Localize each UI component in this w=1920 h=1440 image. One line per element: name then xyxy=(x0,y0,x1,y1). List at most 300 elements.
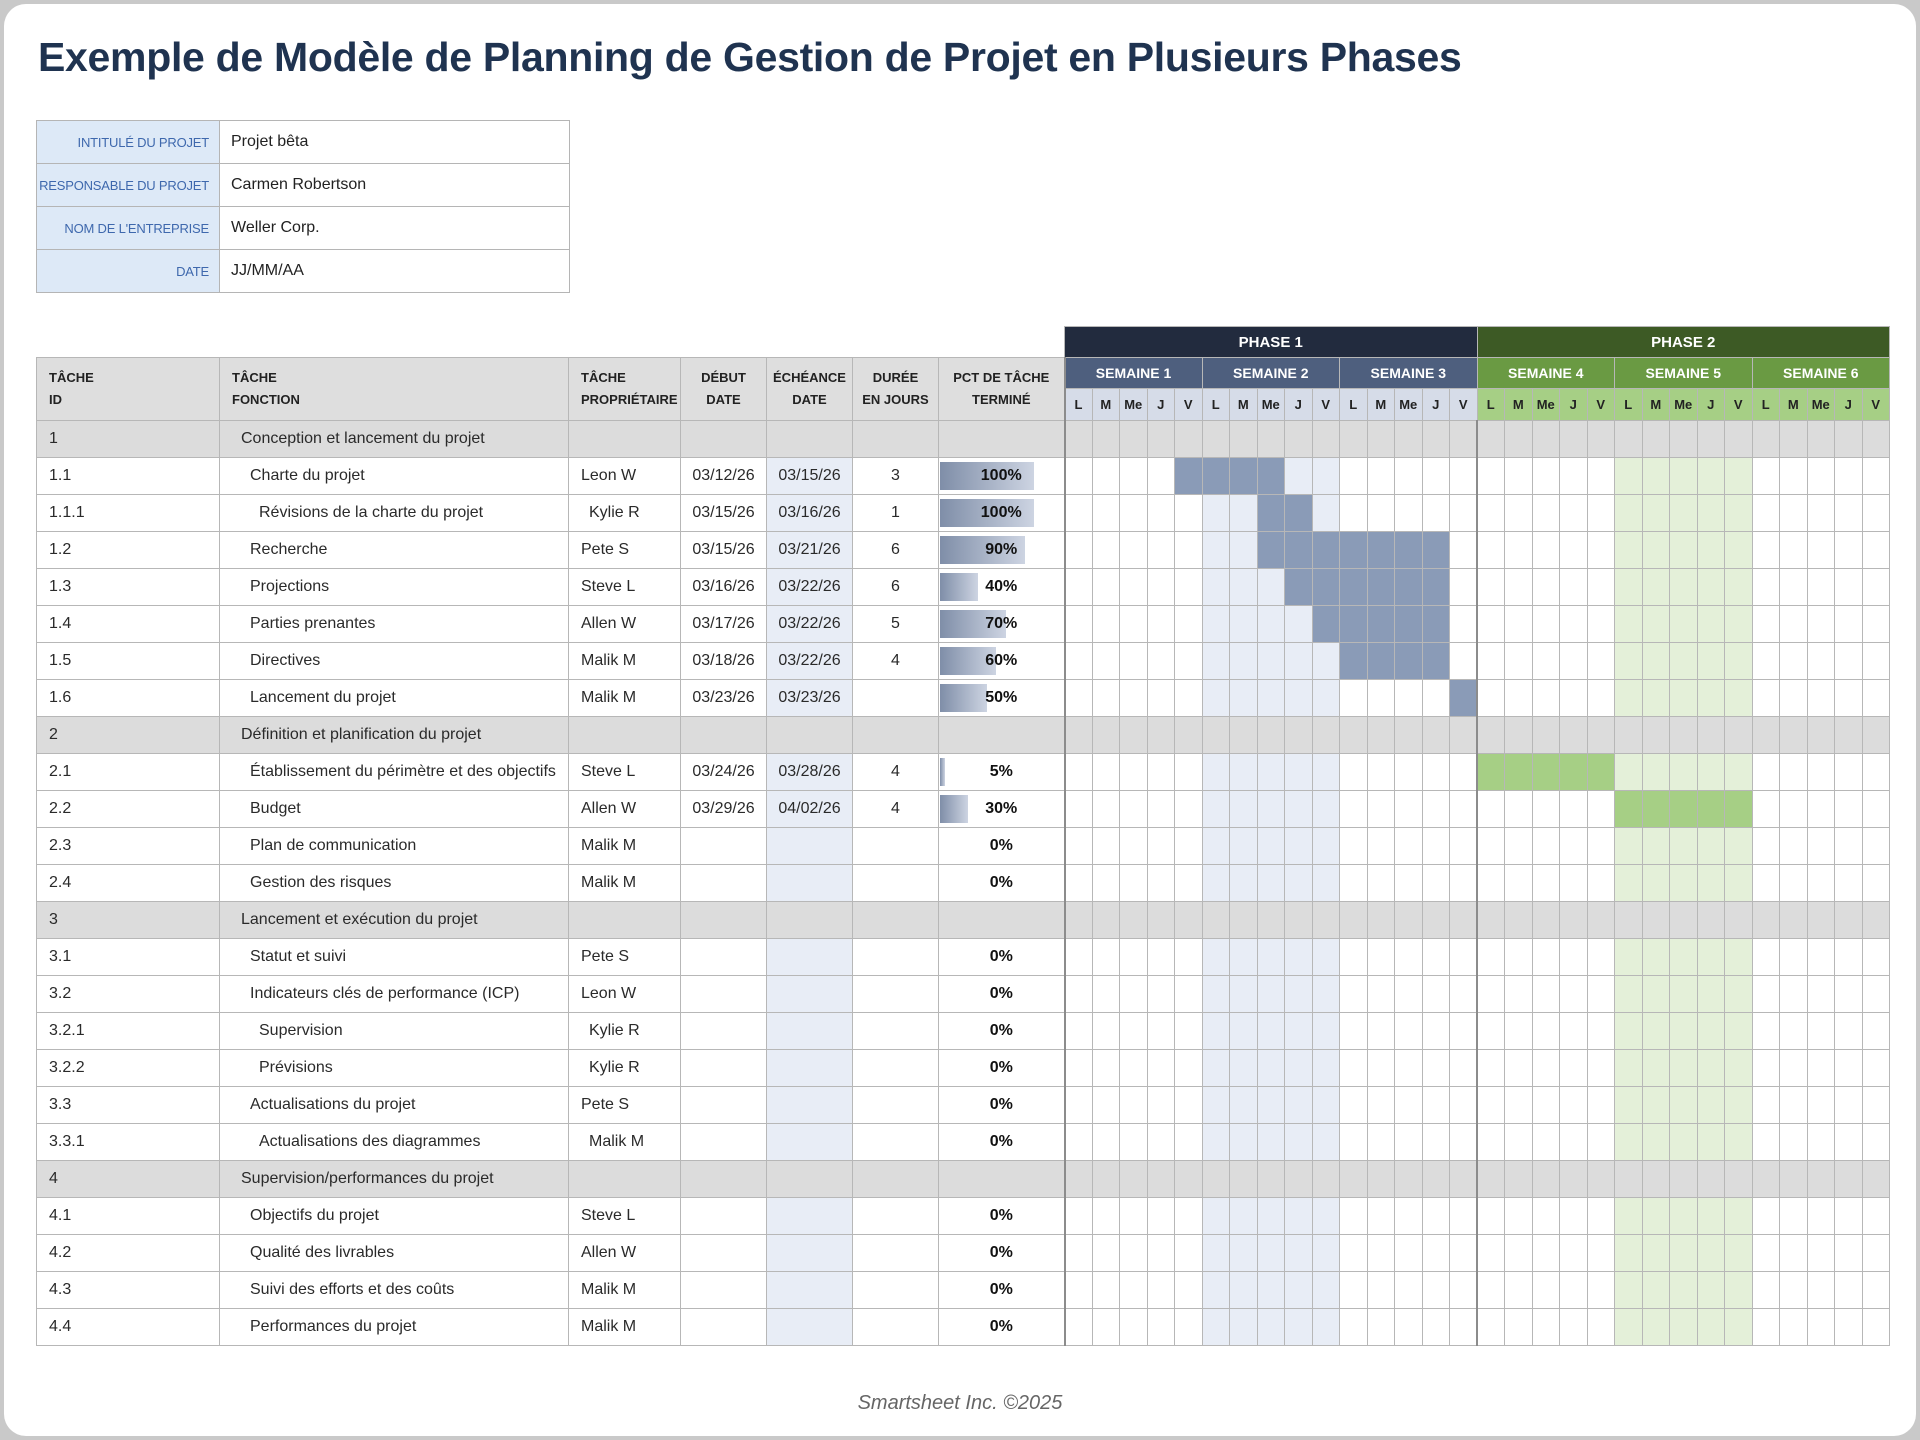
gantt-cell[interactable] xyxy=(1615,458,1643,495)
task-due-date[interactable] xyxy=(767,1087,853,1124)
gantt-cell[interactable] xyxy=(1367,828,1395,865)
task-duration[interactable]: 1 xyxy=(853,495,939,532)
gantt-cell[interactable] xyxy=(1422,1050,1450,1087)
gantt-cell[interactable] xyxy=(1560,717,1588,754)
gantt-cell[interactable] xyxy=(1697,1198,1725,1235)
gantt-cell[interactable] xyxy=(1312,717,1340,754)
task-owner[interactable] xyxy=(569,421,681,458)
gantt-cell[interactable] xyxy=(1395,1124,1423,1161)
gantt-cell[interactable] xyxy=(1422,754,1450,791)
gantt-cell[interactable] xyxy=(1615,643,1643,680)
task-owner[interactable]: Pete S xyxy=(569,532,681,569)
gantt-cell[interactable] xyxy=(1175,532,1203,569)
gantt-cell[interactable] xyxy=(1477,1235,1505,1272)
gantt-cell[interactable] xyxy=(1450,865,1478,902)
gantt-cell[interactable] xyxy=(1175,1235,1203,1272)
gantt-cell[interactable] xyxy=(1147,569,1175,606)
gantt-cell[interactable] xyxy=(1532,495,1560,532)
gantt-cell[interactable] xyxy=(1670,1309,1698,1346)
task-owner[interactable]: Malik M xyxy=(569,865,681,902)
gantt-cell[interactable] xyxy=(1532,569,1560,606)
gantt-cell[interactable] xyxy=(1642,680,1670,717)
gantt-cell[interactable] xyxy=(1752,1235,1780,1272)
gantt-cell[interactable] xyxy=(1505,1198,1533,1235)
gantt-cell[interactable] xyxy=(1120,902,1148,939)
task-owner[interactable]: Allen W xyxy=(569,1235,681,1272)
gantt-cell[interactable] xyxy=(1120,828,1148,865)
task-duration[interactable]: 4 xyxy=(853,643,939,680)
gantt-cell[interactable] xyxy=(1285,754,1313,791)
gantt-cell[interactable] xyxy=(1532,902,1560,939)
gantt-cell[interactable] xyxy=(1587,791,1615,828)
gantt-cell[interactable] xyxy=(1835,1161,1863,1198)
gantt-cell[interactable] xyxy=(1147,976,1175,1013)
task-owner[interactable] xyxy=(569,902,681,939)
gantt-cell[interactable] xyxy=(1312,421,1340,458)
gantt-cell[interactable] xyxy=(1532,421,1560,458)
gantt-cell[interactable] xyxy=(1230,1013,1258,1050)
gantt-cell[interactable] xyxy=(1257,865,1285,902)
gantt-cell[interactable] xyxy=(1752,532,1780,569)
gantt-cell[interactable] xyxy=(1065,1087,1093,1124)
gantt-cell[interactable] xyxy=(1477,1198,1505,1235)
gantt-cell[interactable] xyxy=(1780,717,1808,754)
gantt-cell[interactable] xyxy=(1202,495,1230,532)
gantt-cell[interactable] xyxy=(1560,421,1588,458)
gantt-cell[interactable] xyxy=(1202,865,1230,902)
gantt-cell[interactable] xyxy=(1642,495,1670,532)
gantt-cell[interactable] xyxy=(1862,532,1890,569)
gantt-cell[interactable] xyxy=(1807,1087,1835,1124)
gantt-cell[interactable] xyxy=(1670,939,1698,976)
gantt-cell[interactable] xyxy=(1092,1050,1120,1087)
gantt-cell[interactable] xyxy=(1697,458,1725,495)
task-name[interactable]: Supervision/performances du projet xyxy=(220,1161,569,1198)
gantt-cell[interactable] xyxy=(1807,902,1835,939)
gantt-cell[interactable] xyxy=(1147,1124,1175,1161)
gantt-cell[interactable] xyxy=(1615,1013,1643,1050)
gantt-cell[interactable] xyxy=(1285,1272,1313,1309)
gantt-cell[interactable] xyxy=(1450,717,1478,754)
gantt-cell[interactable] xyxy=(1587,1124,1615,1161)
gantt-cell[interactable] xyxy=(1670,532,1698,569)
gantt-cell[interactable] xyxy=(1862,458,1890,495)
gantt-cell[interactable] xyxy=(1532,939,1560,976)
gantt-cell[interactable] xyxy=(1835,791,1863,828)
gantt-cell[interactable] xyxy=(1230,1235,1258,1272)
gantt-cell[interactable] xyxy=(1505,1087,1533,1124)
gantt-cell[interactable] xyxy=(1092,754,1120,791)
task-pct-complete[interactable] xyxy=(939,1198,1065,1235)
task-name[interactable]: Plan de communication xyxy=(220,828,569,865)
gantt-cell[interactable] xyxy=(1697,717,1725,754)
gantt-cell[interactable] xyxy=(1147,1272,1175,1309)
gantt-cell[interactable] xyxy=(1780,1272,1808,1309)
gantt-cell[interactable] xyxy=(1147,717,1175,754)
gantt-cell[interactable] xyxy=(1560,902,1588,939)
gantt-cell[interactable] xyxy=(1780,1124,1808,1161)
gantt-cell[interactable] xyxy=(1120,791,1148,828)
gantt-cell[interactable] xyxy=(1752,976,1780,1013)
task-due-date[interactable] xyxy=(767,717,853,754)
gantt-cell[interactable] xyxy=(1477,902,1505,939)
gantt-cell[interactable] xyxy=(1752,939,1780,976)
gantt-cell[interactable] xyxy=(1312,1235,1340,1272)
gantt-cell[interactable] xyxy=(1615,717,1643,754)
gantt-cell[interactable] xyxy=(1395,1087,1423,1124)
gantt-cell[interactable] xyxy=(1340,791,1368,828)
gantt-cell[interactable] xyxy=(1312,458,1340,495)
gantt-cell[interactable] xyxy=(1587,458,1615,495)
gantt-cell[interactable] xyxy=(1340,976,1368,1013)
gantt-cell[interactable] xyxy=(1395,976,1423,1013)
gantt-cell[interactable] xyxy=(1670,865,1698,902)
gantt-cell[interactable] xyxy=(1697,495,1725,532)
task-duration[interactable]: 4 xyxy=(853,754,939,791)
gantt-cell[interactable] xyxy=(1202,1309,1230,1346)
gantt-cell[interactable] xyxy=(1587,532,1615,569)
gantt-cell[interactable] xyxy=(1725,532,1753,569)
gantt-cell[interactable] xyxy=(1615,828,1643,865)
task-name[interactable]: Prévisions xyxy=(220,1050,569,1087)
gantt-cell[interactable] xyxy=(1752,791,1780,828)
gantt-cell[interactable] xyxy=(1147,606,1175,643)
gantt-cell[interactable] xyxy=(1395,1198,1423,1235)
info-value-project-manager[interactable]: Carmen Robertson xyxy=(220,164,570,207)
gantt-cell[interactable] xyxy=(1175,495,1203,532)
gantt-cell[interactable] xyxy=(1615,680,1643,717)
gantt-cell[interactable] xyxy=(1312,1050,1340,1087)
gantt-cell[interactable] xyxy=(1312,976,1340,1013)
gantt-cell[interactable] xyxy=(1257,1272,1285,1309)
gantt-cell[interactable] xyxy=(1697,569,1725,606)
task-pct-complete[interactable] xyxy=(939,569,1065,606)
gantt-cell[interactable] xyxy=(1560,865,1588,902)
gantt-cell[interactable] xyxy=(1312,495,1340,532)
gantt-cell[interactable] xyxy=(1615,532,1643,569)
gantt-cell[interactable] xyxy=(1835,421,1863,458)
gantt-cell[interactable] xyxy=(1697,1050,1725,1087)
gantt-cell[interactable] xyxy=(1367,754,1395,791)
gantt-cell[interactable] xyxy=(1367,1087,1395,1124)
gantt-cell[interactable] xyxy=(1532,791,1560,828)
gantt-cell[interactable] xyxy=(1065,643,1093,680)
gantt-cell[interactable] xyxy=(1230,606,1258,643)
gantt-cell[interactable] xyxy=(1560,1309,1588,1346)
gantt-cell[interactable] xyxy=(1120,1235,1148,1272)
gantt-cell[interactable] xyxy=(1257,532,1285,569)
gantt-cell[interactable] xyxy=(1147,495,1175,532)
gantt-cell[interactable] xyxy=(1230,532,1258,569)
gantt-cell[interactable] xyxy=(1092,1309,1120,1346)
gantt-cell[interactable] xyxy=(1120,495,1148,532)
gantt-cell[interactable] xyxy=(1752,458,1780,495)
gantt-cell[interactable] xyxy=(1835,1235,1863,1272)
gantt-cell[interactable] xyxy=(1477,717,1505,754)
gantt-cell[interactable] xyxy=(1175,421,1203,458)
gantt-cell[interactable] xyxy=(1670,1198,1698,1235)
gantt-cell[interactable] xyxy=(1505,1272,1533,1309)
task-due-date[interactable]: 03/22/26 xyxy=(767,569,853,606)
gantt-cell[interactable] xyxy=(1450,680,1478,717)
gantt-cell[interactable] xyxy=(1615,1235,1643,1272)
gantt-cell[interactable] xyxy=(1120,532,1148,569)
gantt-cell[interactable] xyxy=(1670,1013,1698,1050)
gantt-cell[interactable] xyxy=(1725,939,1753,976)
gantt-cell[interactable] xyxy=(1120,1124,1148,1161)
gantt-cell[interactable] xyxy=(1862,1235,1890,1272)
gantt-cell[interactable] xyxy=(1642,754,1670,791)
gantt-cell[interactable] xyxy=(1807,1050,1835,1087)
task-pct-complete[interactable] xyxy=(939,1050,1065,1087)
gantt-cell[interactable] xyxy=(1257,976,1285,1013)
task-start-date[interactable] xyxy=(681,1087,767,1124)
gantt-cell[interactable] xyxy=(1202,828,1230,865)
gantt-cell[interactable] xyxy=(1367,1309,1395,1346)
gantt-cell[interactable] xyxy=(1120,865,1148,902)
gantt-cell[interactable] xyxy=(1175,939,1203,976)
task-due-date[interactable] xyxy=(767,1272,853,1309)
gantt-cell[interactable] xyxy=(1615,865,1643,902)
task-owner[interactable]: Malik M xyxy=(569,680,681,717)
gantt-cell[interactable] xyxy=(1230,1161,1258,1198)
gantt-cell[interactable] xyxy=(1120,458,1148,495)
gantt-cell[interactable] xyxy=(1422,643,1450,680)
gantt-cell[interactable] xyxy=(1725,1124,1753,1161)
gantt-cell[interactable] xyxy=(1120,1050,1148,1087)
gantt-cell[interactable] xyxy=(1560,1013,1588,1050)
gantt-cell[interactable] xyxy=(1505,569,1533,606)
gantt-cell[interactable] xyxy=(1807,532,1835,569)
task-start-date[interactable] xyxy=(681,1124,767,1161)
gantt-cell[interactable] xyxy=(1642,421,1670,458)
gantt-cell[interactable] xyxy=(1340,828,1368,865)
task-pct-complete[interactable] xyxy=(939,1309,1065,1346)
gantt-cell[interactable] xyxy=(1807,1272,1835,1309)
gantt-cell[interactable] xyxy=(1725,1161,1753,1198)
gantt-cell[interactable] xyxy=(1120,643,1148,680)
gantt-cell[interactable] xyxy=(1807,939,1835,976)
gantt-cell[interactable] xyxy=(1367,1198,1395,1235)
gantt-cell[interactable] xyxy=(1752,1050,1780,1087)
gantt-cell[interactable] xyxy=(1450,791,1478,828)
gantt-cell[interactable] xyxy=(1725,1087,1753,1124)
gantt-cell[interactable] xyxy=(1835,754,1863,791)
gantt-cell[interactable] xyxy=(1807,606,1835,643)
gantt-cell[interactable] xyxy=(1065,1124,1093,1161)
gantt-cell[interactable] xyxy=(1725,569,1753,606)
gantt-cell[interactable] xyxy=(1120,717,1148,754)
gantt-cell[interactable] xyxy=(1752,1198,1780,1235)
gantt-cell[interactable] xyxy=(1395,680,1423,717)
gantt-cell[interactable] xyxy=(1422,1198,1450,1235)
gantt-cell[interactable] xyxy=(1642,1050,1670,1087)
gantt-cell[interactable] xyxy=(1065,1050,1093,1087)
gantt-cell[interactable] xyxy=(1697,1161,1725,1198)
gantt-cell[interactable] xyxy=(1780,976,1808,1013)
gantt-cell[interactable] xyxy=(1202,458,1230,495)
gantt-cell[interactable] xyxy=(1092,902,1120,939)
gantt-cell[interactable] xyxy=(1670,1272,1698,1309)
gantt-cell[interactable] xyxy=(1202,902,1230,939)
task-pct-complete[interactable] xyxy=(939,717,1065,754)
gantt-cell[interactable] xyxy=(1312,939,1340,976)
gantt-cell[interactable] xyxy=(1285,1013,1313,1050)
task-owner[interactable]: Pete S xyxy=(569,1087,681,1124)
gantt-cell[interactable] xyxy=(1175,458,1203,495)
gantt-cell[interactable] xyxy=(1532,865,1560,902)
gantt-cell[interactable] xyxy=(1422,680,1450,717)
gantt-cell[interactable] xyxy=(1450,939,1478,976)
gantt-cell[interactable] xyxy=(1835,606,1863,643)
task-pct-complete[interactable] xyxy=(939,421,1065,458)
gantt-cell[interactable] xyxy=(1312,680,1340,717)
task-duration[interactable]: 3 xyxy=(853,458,939,495)
gantt-cell[interactable] xyxy=(1175,976,1203,1013)
gantt-cell[interactable] xyxy=(1505,1161,1533,1198)
gantt-cell[interactable] xyxy=(1560,1050,1588,1087)
gantt-cell[interactable] xyxy=(1780,1087,1808,1124)
gantt-cell[interactable] xyxy=(1780,1309,1808,1346)
gantt-cell[interactable] xyxy=(1450,569,1478,606)
task-due-date[interactable] xyxy=(767,939,853,976)
gantt-cell[interactable] xyxy=(1120,1309,1148,1346)
gantt-cell[interactable] xyxy=(1340,939,1368,976)
gantt-cell[interactable] xyxy=(1670,717,1698,754)
gantt-cell[interactable] xyxy=(1367,717,1395,754)
task-name[interactable]: Projections xyxy=(220,569,569,606)
gantt-cell[interactable] xyxy=(1092,976,1120,1013)
gantt-cell[interactable] xyxy=(1120,680,1148,717)
gantt-cell[interactable] xyxy=(1642,1198,1670,1235)
gantt-cell[interactable] xyxy=(1147,1198,1175,1235)
gantt-cell[interactable] xyxy=(1587,680,1615,717)
gantt-cell[interactable] xyxy=(1780,902,1808,939)
gantt-cell[interactable] xyxy=(1752,1087,1780,1124)
gantt-cell[interactable] xyxy=(1147,643,1175,680)
task-due-date[interactable] xyxy=(767,1050,853,1087)
gantt-cell[interactable] xyxy=(1175,1124,1203,1161)
gantt-cell[interactable] xyxy=(1615,902,1643,939)
gantt-cell[interactable] xyxy=(1147,1309,1175,1346)
gantt-cell[interactable] xyxy=(1697,754,1725,791)
gantt-cell[interactable] xyxy=(1807,421,1835,458)
gantt-cell[interactable] xyxy=(1147,828,1175,865)
gantt-cell[interactable] xyxy=(1642,791,1670,828)
gantt-cell[interactable] xyxy=(1532,717,1560,754)
gantt-cell[interactable] xyxy=(1312,569,1340,606)
gantt-cell[interactable] xyxy=(1395,1309,1423,1346)
gantt-cell[interactable] xyxy=(1477,939,1505,976)
gantt-cell[interactable] xyxy=(1560,569,1588,606)
gantt-cell[interactable] xyxy=(1395,828,1423,865)
task-name[interactable]: Parties prenantes xyxy=(220,606,569,643)
gantt-cell[interactable] xyxy=(1477,1161,1505,1198)
task-owner[interactable]: Pete S xyxy=(569,939,681,976)
gantt-cell[interactable] xyxy=(1367,569,1395,606)
gantt-cell[interactable] xyxy=(1422,606,1450,643)
gantt-cell[interactable] xyxy=(1175,791,1203,828)
gantt-cell[interactable] xyxy=(1642,1087,1670,1124)
gantt-cell[interactable] xyxy=(1202,421,1230,458)
gantt-cell[interactable] xyxy=(1532,532,1560,569)
gantt-cell[interactable] xyxy=(1532,1013,1560,1050)
gantt-cell[interactable] xyxy=(1587,569,1615,606)
gantt-cell[interactable] xyxy=(1587,865,1615,902)
task-due-date[interactable] xyxy=(767,1161,853,1198)
gantt-cell[interactable] xyxy=(1147,1087,1175,1124)
task-owner[interactable]: Allen W xyxy=(569,606,681,643)
gantt-cell[interactable] xyxy=(1202,606,1230,643)
gantt-cell[interactable] xyxy=(1642,458,1670,495)
task-pct-complete[interactable] xyxy=(939,458,1065,495)
gantt-cell[interactable] xyxy=(1752,495,1780,532)
task-pct-complete[interactable] xyxy=(939,754,1065,791)
gantt-cell[interactable] xyxy=(1780,606,1808,643)
task-name[interactable]: Lancement et exécution du projet xyxy=(220,902,569,939)
gantt-cell[interactable] xyxy=(1752,1161,1780,1198)
gantt-cell[interactable] xyxy=(1175,1050,1203,1087)
gantt-cell[interactable] xyxy=(1285,606,1313,643)
gantt-cell[interactable] xyxy=(1862,606,1890,643)
gantt-cell[interactable] xyxy=(1725,495,1753,532)
gantt-cell[interactable] xyxy=(1670,1050,1698,1087)
task-due-date[interactable]: 03/28/26 xyxy=(767,754,853,791)
gantt-cell[interactable] xyxy=(1450,754,1478,791)
gantt-cell[interactable] xyxy=(1257,643,1285,680)
gantt-cell[interactable] xyxy=(1560,1124,1588,1161)
gantt-cell[interactable] xyxy=(1835,458,1863,495)
gantt-cell[interactable] xyxy=(1202,1050,1230,1087)
gantt-cell[interactable] xyxy=(1532,643,1560,680)
gantt-cell[interactable] xyxy=(1505,680,1533,717)
gantt-cell[interactable] xyxy=(1835,1050,1863,1087)
gantt-cell[interactable] xyxy=(1670,1235,1698,1272)
task-pct-complete[interactable] xyxy=(939,865,1065,902)
gantt-cell[interactable] xyxy=(1615,1161,1643,1198)
gantt-cell[interactable] xyxy=(1780,865,1808,902)
gantt-cell[interactable] xyxy=(1422,1013,1450,1050)
gantt-cell[interactable] xyxy=(1092,680,1120,717)
task-start-date[interactable] xyxy=(681,1050,767,1087)
gantt-cell[interactable] xyxy=(1450,643,1478,680)
gantt-cell[interactable] xyxy=(1340,1124,1368,1161)
gantt-cell[interactable] xyxy=(1835,939,1863,976)
gantt-cell[interactable] xyxy=(1257,828,1285,865)
gantt-cell[interactable] xyxy=(1065,606,1093,643)
info-value-date[interactable]: JJ/MM/AA xyxy=(220,250,570,293)
gantt-cell[interactable] xyxy=(1285,458,1313,495)
gantt-cell[interactable] xyxy=(1532,828,1560,865)
gantt-cell[interactable] xyxy=(1560,606,1588,643)
gantt-cell[interactable] xyxy=(1477,458,1505,495)
gantt-cell[interactable] xyxy=(1230,1050,1258,1087)
gantt-cell[interactable] xyxy=(1065,976,1093,1013)
gantt-cell[interactable] xyxy=(1257,606,1285,643)
gantt-cell[interactable] xyxy=(1807,569,1835,606)
task-start-date[interactable] xyxy=(681,421,767,458)
gantt-cell[interactable] xyxy=(1175,569,1203,606)
task-start-date[interactable]: 03/23/26 xyxy=(681,680,767,717)
task-start-date[interactable]: 03/12/26 xyxy=(681,458,767,495)
gantt-cell[interactable] xyxy=(1422,1124,1450,1161)
task-due-date[interactable]: 04/02/26 xyxy=(767,791,853,828)
task-due-date[interactable] xyxy=(767,865,853,902)
gantt-cell[interactable] xyxy=(1092,1272,1120,1309)
gantt-cell[interactable] xyxy=(1752,1272,1780,1309)
gantt-cell[interactable] xyxy=(1175,1087,1203,1124)
gantt-cell[interactable] xyxy=(1092,1124,1120,1161)
